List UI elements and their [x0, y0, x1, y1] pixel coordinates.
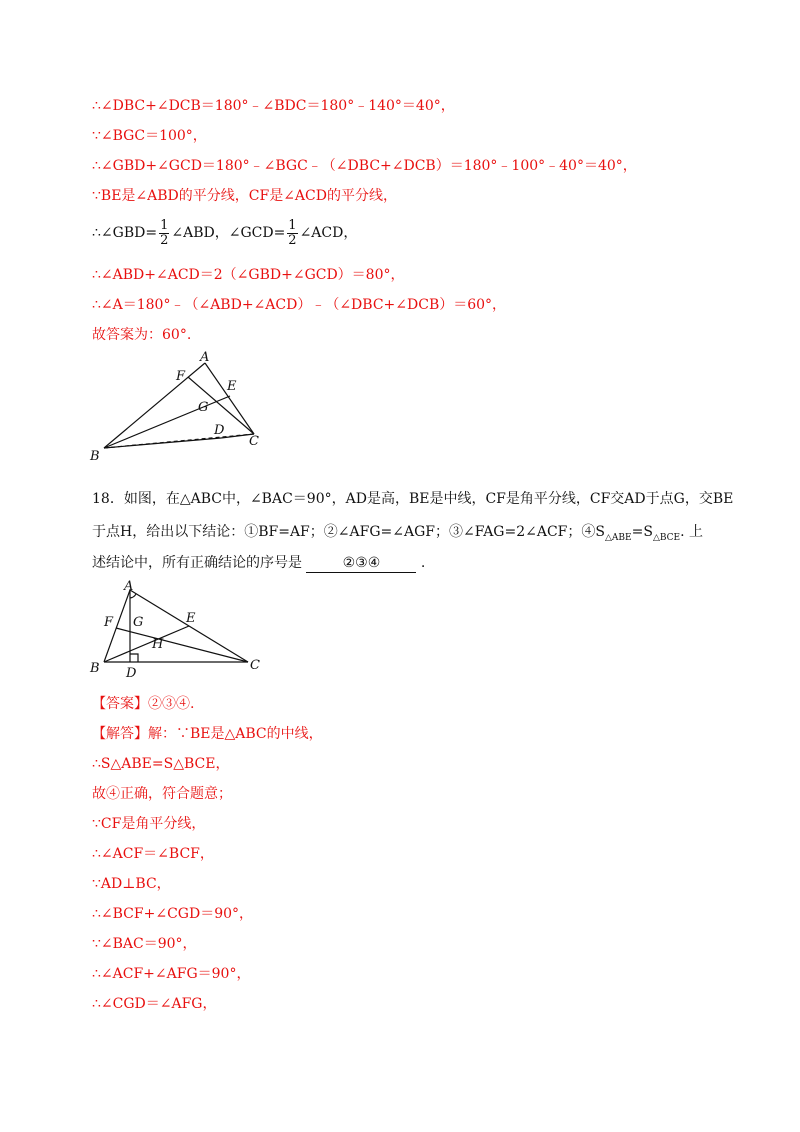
answer-line-6: ∵AD⊥BC， — [92, 876, 171, 892]
answer-line-7: ∴∠BCF+∠CGD＝90°， — [92, 906, 254, 922]
q18-line2-prefix: 于点H，给出以下结论：①BF=AF；②∠AFG=∠AGF；③∠FAG=2∠ACF；④S — [92, 524, 605, 540]
solution-line-6: ∴∠A＝180°﹣（∠ABD+∠ACD）﹣（∠DBC+∠DCB）＝60°， — [92, 297, 507, 313]
edge-BA — [104, 363, 205, 448]
fraction-num: 1 — [288, 217, 297, 233]
solution-line-1: ∴∠DBC+∠DCB＝180°﹣∠BDC＝180°﹣140°＝40°， — [92, 98, 455, 114]
solution-line-5: ∴∠ABD+∠ACD＝2（∠GBD+∠GCD）＝80°， — [92, 267, 405, 283]
question-18-line-2 — [92, 523, 703, 547]
answer-line-9: ∴∠ACF+∠AFG＝90°， — [92, 966, 251, 982]
label-G: G — [133, 615, 144, 630]
label-C: C — [250, 658, 260, 673]
label-D: D — [126, 666, 137, 680]
fraction-line-mid: ∠ABD，∠GCD= — [171, 225, 286, 241]
answer-tag: 【答案】②③④. — [92, 696, 195, 712]
label-B: B — [90, 661, 100, 676]
q18-line2-suffix: . 上 — [680, 524, 704, 540]
solution-line-3: ∴∠GBD+∠GCD＝180°﹣∠BGC﹣（∠DBC+∠DCB）＝180°﹣100°﹣40°＝40°， — [92, 158, 637, 174]
q18-sub-abe: △ABE — [605, 532, 632, 543]
label-F: F — [176, 369, 186, 384]
question-18-line-3 — [92, 554, 425, 573]
answer-line-4: ∵CF是角平分线， — [92, 816, 206, 832]
fraction-num: 1 — [160, 217, 169, 233]
fraction-half-1 — [159, 219, 169, 248]
label-H: H — [152, 637, 164, 652]
answer-line-1: 【解答】解：∵BE是△ABC的中线， — [92, 726, 323, 742]
solution-line-2: ∵∠BGC＝100°， — [92, 128, 207, 144]
fraction-line-prefix: ∴∠GBD= — [92, 225, 158, 241]
q18-eq: =S — [631, 524, 653, 540]
bisector-CF — [116, 628, 248, 662]
label-D: D — [214, 423, 225, 438]
segment-BE — [104, 396, 230, 448]
answer-line-10: ∴∠CGD＝∠AFG， — [92, 996, 217, 1012]
label-B: B — [90, 449, 100, 464]
solution-line-4: ∵BE是∠ABD的平分线，CF是∠ACD的平分线， — [92, 188, 397, 204]
label-A: A — [124, 579, 134, 594]
answer-blank: ②③④ — [306, 554, 416, 573]
label-E: E — [227, 379, 237, 394]
triangle-figure-1 — [86, 348, 276, 466]
label-F: F — [104, 615, 114, 630]
q18-sub-bce: △BCE — [652, 532, 681, 543]
triangle-figure-2 — [86, 578, 276, 680]
answer-line-5: ∴∠ACF＝∠BCF， — [92, 846, 214, 862]
label-C: C — [249, 434, 259, 449]
question-18-line-1: 18．如图，在△ABC中，∠BAC＝90°，AD是高，BE是中线，CF是角平分线，CF交AD于点G，交BE — [92, 491, 734, 507]
answer-line-3: 故④正确，符合题意； — [92, 786, 232, 802]
fraction-line — [92, 216, 357, 250]
answer-line-8: ∵∠BAC＝90°， — [92, 936, 197, 952]
answer-line-2: ∴S△ABE=S△BCE， — [92, 756, 230, 772]
right-angle-D — [130, 654, 138, 662]
fraction-den: 2 — [160, 232, 169, 248]
fraction-den: 2 — [288, 232, 297, 248]
fraction-line-suffix: ∠ACD， — [299, 225, 358, 241]
q18-line3-prefix: 述结论中，所有正确结论的序号是 — [92, 555, 302, 571]
label-A: A — [200, 350, 210, 365]
right-angle-A — [130, 594, 136, 598]
label-G: G — [198, 400, 209, 415]
fraction-half-2 — [287, 219, 297, 248]
label-E: E — [186, 611, 196, 626]
q18-line3-suffix: . — [420, 555, 426, 571]
solution-line-7: 故答案为：60°. — [92, 327, 192, 343]
